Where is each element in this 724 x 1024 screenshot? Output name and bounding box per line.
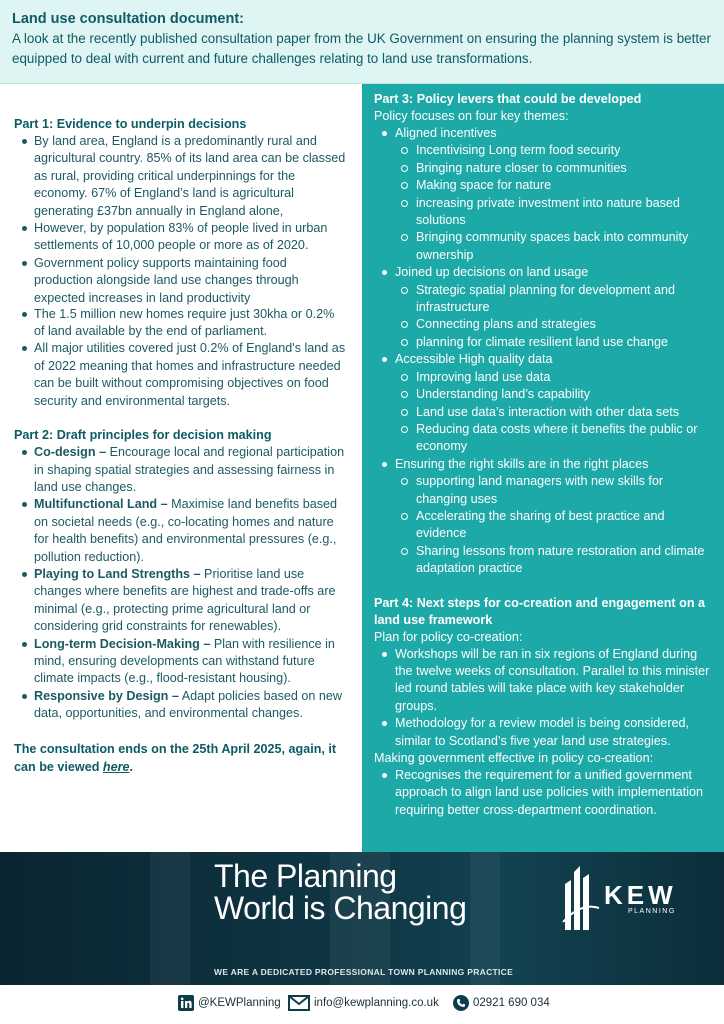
banner-building-stripe (150, 852, 190, 985)
theme-subitem: Sharing lessons from nature restoration and climate adaptation practice (395, 543, 716, 578)
part4-bullet: Methodology for a review model is being considered, similar to Scotland’s five year land use strategies. (374, 715, 716, 750)
theme-subitem: Incentivising Long term food security (395, 142, 716, 159)
document-title: Land use consultation document: (12, 11, 245, 27)
banner-tagline (214, 860, 466, 924)
theme-subitem: Strategic spatial planning for development and infrastructure (395, 282, 716, 317)
theme-subitem: planning for climate resilient land use change (395, 334, 716, 351)
linkedin-contact[interactable] (178, 995, 281, 1011)
theme-subitems (395, 142, 716, 264)
consultation-end-note (14, 740, 348, 776)
theme-subitem: Bringing community spaces back into community ownership (395, 229, 716, 264)
theme-subitem: Land use data’s interaction with other data sets (395, 404, 716, 421)
part1-bullet: The 1.5 million new homes require just 30kha or 0.2% of land available by the end of parliament. (14, 306, 348, 341)
part1-bullet (14, 255, 348, 306)
end-note-text: The consultation ends on the 25th April 2025, again, it can be viewed (14, 741, 337, 774)
theme-subitem: Accelerating the sharing of best practice and evidence (395, 508, 716, 543)
part1-bullet: By land area, England is a predominantly rural and agricultural country. 85% of its land area can be classed as rural, providing critical underpinnings for the economy. 67% of England’s land is agricultural generating £37bn annually in England alone, (14, 133, 348, 220)
right-column (362, 84, 724, 852)
theme-subitem: supporting land managers with new skills for changing uses (395, 473, 716, 508)
phone-number: 02921 690 034 (473, 997, 550, 1009)
banner-line-2: World is Changing (214, 890, 467, 926)
theme-subitem: increasing private investment into nature based solutions (395, 195, 716, 230)
principle-item (14, 688, 348, 723)
part2-list (14, 444, 348, 723)
theme-item (374, 456, 716, 578)
part2-title: Part 2: Draft principles for decision making (14, 428, 272, 443)
theme-subitems (395, 282, 716, 352)
part4-title: Part 4: Next steps for co-creation and engagement on a land use framework (374, 595, 706, 627)
theme-subitem: Understanding land’s capability (395, 386, 716, 403)
theme-subitem: Making space for nature (395, 177, 716, 194)
principle-text: Encourage local and regional participation in shaping spatial strategies and assessing fairness in land use changes. (34, 445, 345, 494)
document-subtitle: A look at the recently published consultation paper from the UK Government on ensuring the planning system is better equipped to deal with current and future challenges relating to land use transformations. (12, 31, 711, 66)
principle-term: Multifunctional Land – (34, 497, 168, 512)
theme-label: Aligned incentives (395, 126, 497, 140)
part1-bullet: However, by population 83% of people lived in urban settlements of 10,000 people or more as of 2020. (14, 220, 348, 255)
part4-intro-cocreation: Plan for policy co-creation: (374, 629, 523, 644)
part3-intro: Policy focuses on four key themes: (374, 109, 569, 123)
theme-subitem: Connecting plans and strategies (395, 316, 716, 333)
linkedin-icon (178, 995, 194, 1011)
part1-list (14, 133, 348, 410)
email-contact[interactable] (288, 995, 439, 1011)
principle-text: Adapt policies based on new data, opportunities, and environmental changes. (34, 688, 343, 721)
theme-label: Accessible High quality data (395, 352, 553, 367)
theme-item (374, 351, 716, 455)
linkedin-handle: @KEWPlanning (198, 997, 281, 1009)
document-header (0, 0, 724, 84)
principle-term: Co-design – (34, 445, 107, 460)
kew-logo-text: KEW (604, 880, 677, 910)
email-icon (288, 995, 310, 1011)
part4-list-1 (374, 646, 716, 750)
banner-line-1: The Planning (214, 858, 397, 894)
part1-bullet: All major utilities covered just 0.2% of England's land as of 2022 meaning that homes and infrastructure needed can be built without compromising objectives on food security and environmental targets. (14, 340, 348, 410)
principle-term: Responsive by Design – (34, 688, 179, 703)
part3-themes (374, 125, 716, 578)
principle-item (14, 636, 348, 688)
theme-item (374, 264, 716, 351)
banner-building-stripe (470, 852, 500, 985)
part1-bullet-clipped: expected increases in land productivity (34, 290, 251, 305)
part4-intro-government: Making government effective in policy co-creation: (374, 751, 654, 765)
contact-footer (0, 985, 724, 1024)
theme-subitem: Reducing data costs where it benefits the public or economy (395, 421, 716, 456)
part4-bullet: Workshops will be ran in six regions of England during the twelve weeks of consultation. Parallel to this minister led round tables will take place with key stakeholder groups. (374, 646, 716, 716)
principle-text: Prioritise land use changes where benefits are highest and trade-offs are minimal (e.g., protecting prime agricultural land or considering grid constraints for renewables). (34, 566, 336, 634)
part1-bullet-text: Government policy supports maintaining food production alongside land use changes through (34, 255, 299, 288)
theme-subitems (395, 369, 716, 456)
theme-label: Joined up decisions on land usage (395, 265, 589, 280)
principle-term: Long-term Decision-Making – (34, 636, 211, 651)
part4-list-2 (374, 767, 716, 819)
email-address: info@kewplanning.co.uk (314, 997, 439, 1009)
phone-contact[interactable] (453, 995, 550, 1011)
principle-item (14, 444, 348, 496)
part3-title: Part 3: Policy levers that could be developed (374, 92, 642, 106)
kew-logo-icon (561, 862, 601, 932)
phone-icon (453, 995, 469, 1011)
theme-item (374, 125, 716, 264)
theme-subitem: Improving land use data (395, 369, 716, 386)
end-note-suffix: . (129, 759, 134, 774)
banner-practice-text: WE ARE A DEDICATED PROFESSIONAL TOWN PLANNING PRACTICE (214, 967, 514, 977)
theme-subitems (395, 473, 716, 577)
principle-item (14, 496, 348, 566)
promo-banner (0, 852, 724, 985)
part1-title: Part 1: Evidence to underpin decisions (14, 117, 247, 131)
theme-label: Ensuring the right skills are in the right places (395, 456, 649, 471)
principle-text: Maximise land benefits based on societal needs (e.g., co-locating homes and nature for health benefits) and environmental pressures (e.g., pollution reduction). (34, 497, 338, 564)
kew-logo-subtext: PLANNING (628, 908, 676, 915)
theme-subitem: Bringing nature closer to communities (395, 160, 716, 177)
principle-term: Playing to Land Strengths – (34, 566, 201, 581)
principle-item (14, 566, 348, 636)
left-column (0, 84, 362, 852)
part4-bullet: Recognises the requirement for a unified government approach to align land use policies with implementation requiring better cross-department coordination. (374, 767, 716, 819)
consultation-link[interactable]: here (102, 759, 130, 774)
principle-text: Plan with resilience in mind, ensuring developments can withstand future climate impacts (e.g., flood-resistant housing). (34, 636, 335, 686)
